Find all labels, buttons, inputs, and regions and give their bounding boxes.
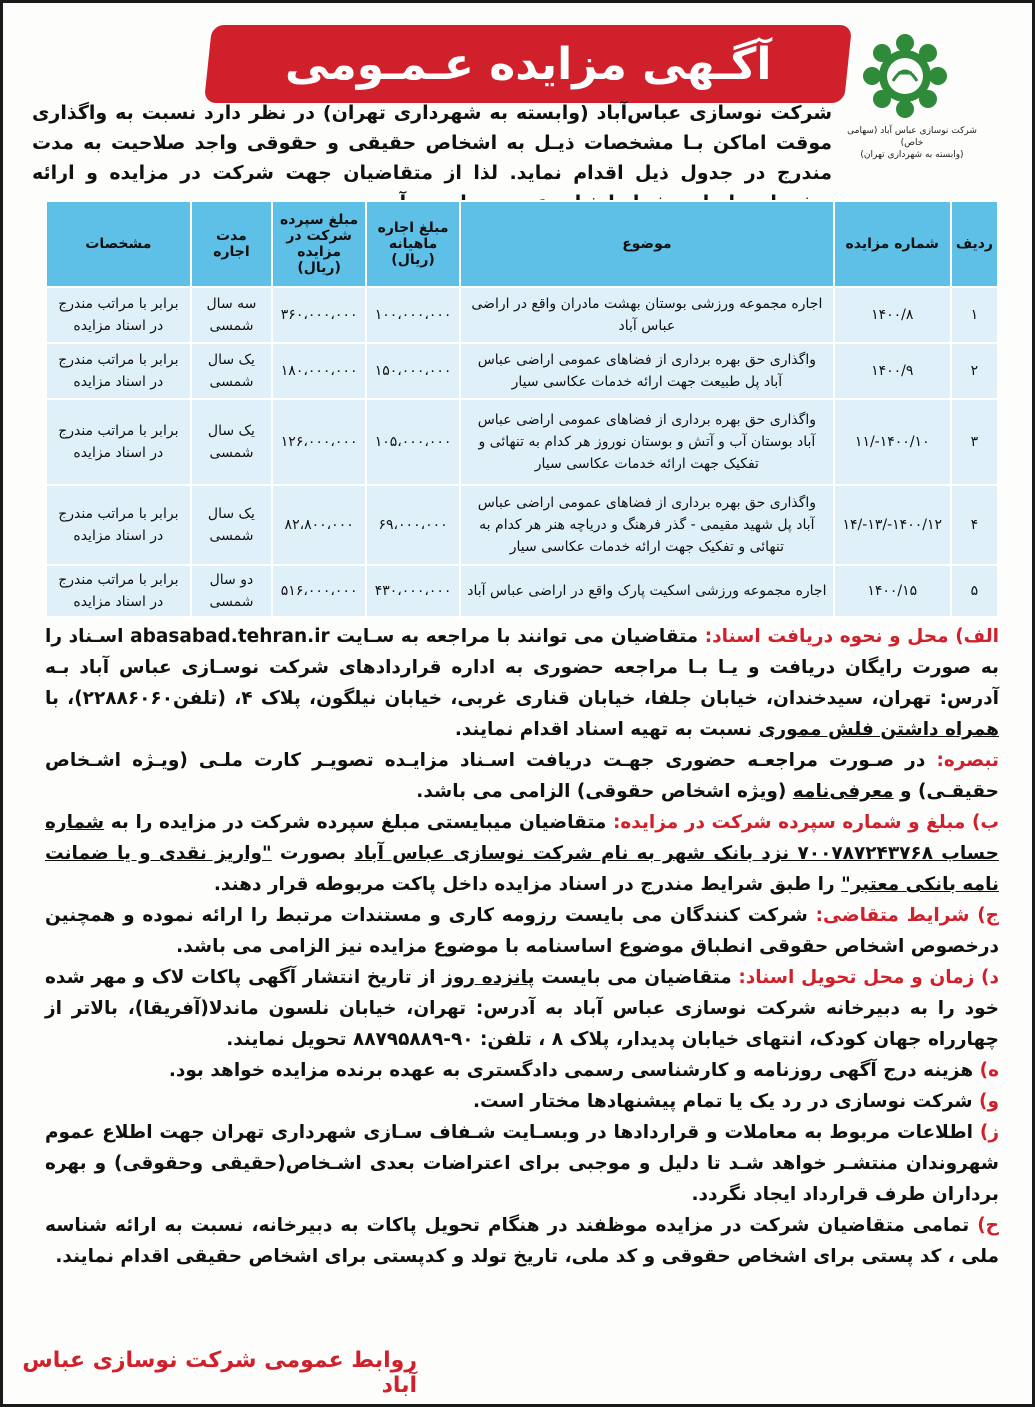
- cell-row-no: ۳: [951, 399, 998, 485]
- page-title: آگـهی مزایده عـمـومی: [284, 38, 772, 90]
- section-h-label: ح): [977, 1215, 999, 1236]
- cell-monthly-rent: ۴۳۰،۰۰۰،۰۰۰: [366, 565, 460, 617]
- header-row-no: ردیف: [951, 201, 998, 287]
- cell-auction-no: ۱۴۰۰/۱۲-/۱۳-/۱۴: [834, 485, 951, 565]
- header-auction-no: شماره مزایده: [834, 201, 951, 287]
- section-g-label: ز): [979, 1122, 999, 1143]
- logo-caption-line-2: (وابسته به شهرداری تهران): [860, 150, 964, 160]
- section-b: [45, 807, 999, 900]
- company-name: شرکت نوسازی عباس‌آباد (وابسته به شهرداری تهران): [322, 102, 833, 124]
- section-e-label: ه): [979, 1060, 999, 1081]
- cell-duration: یک سال شمسی: [191, 485, 273, 565]
- section-e: [45, 1055, 999, 1086]
- header-specs: مشخصات: [46, 201, 191, 287]
- section-c-text: شرکت کنندگان می بایست رزومه کاری و مستندات مرتبط را ارائه نموده و همچنین درخصوص اشخاص حقوقی انطباق موضوع اساسنامه با موضوع مزایده نیز الزامی می باشد.: [45, 905, 999, 957]
- cell-subject: اجاره مجموعه ورزشی بوستان بهشت مادران واقع در اراضی عباس آباد: [460, 287, 834, 343]
- logo-caption: [842, 125, 982, 161]
- cell-monthly-rent: ۶۹،۰۰۰،۰۰۰: [366, 485, 460, 565]
- header-monthly-rent: مبلغ اجاره ماهیانه (ریال): [366, 201, 460, 287]
- section-b-text-3: را طبق شرایط مندرج در اسناد مزایده داخل پاکت مربوطه قرار دهند.: [213, 874, 842, 895]
- section-d-text-2: از تاریخ انتشار آگهی پاکات لاک و مهر شده خود را به دبیرخانه شرکت نوسازی عباس آباد به آدرس: تهران، خیابان نلسون ماندلا(آفریقا)، بالاتر از چهارراه جهان کودک، انتهای خیابان پدیدار، پلاک ۸ ، تلفن: ۹۰-۸۸۷۹۵۸۸۹ تحویل نمایند.: [45, 967, 999, 1050]
- section-b-text-1: متقاضیان میبایستی مبلغ سپرده شرکت در مزایده را به: [104, 812, 613, 833]
- cell-deposit: ۱۸۰،۰۰۰،۰۰۰: [272, 343, 366, 399]
- cell-deposit: ۱۲۶،۰۰۰،۰۰۰: [272, 399, 366, 485]
- cell-monthly-rent: ۱۰۰،۰۰۰،۰۰۰: [366, 287, 460, 343]
- note-text-2: (ویژه اشخاص حقوقی) الزامی می باشد.: [416, 781, 793, 802]
- note-label: تبصره:: [936, 750, 999, 771]
- section-c: [45, 900, 999, 962]
- cell-auction-no: ۱۴۰۰/۹: [834, 343, 951, 399]
- cell-specs: برابر با مراتب مندرج در اسناد مزایده: [46, 485, 191, 565]
- section-f: [45, 1086, 999, 1117]
- section-b-label: ب) مبلغ و شماره سپرده شرکت در مزایده:: [612, 812, 999, 833]
- footer-signature: روابط عمومی شرکت نوسازی عباس آباد: [22, 1348, 417, 1398]
- cell-subject: واگذاری حق بهره برداری از فضاهای عمومی اراضی عباس آباد بوستان آب و آتش و بوستان نوروز هر کدام به تنهائی و تفکیک جهت ارائه خدمات عکاسی سیار: [460, 399, 834, 485]
- logo-caption-line-1: شرکت نوسازی عباس آباد (سهامی خاص): [847, 126, 977, 148]
- section-g-text: اطلاعات مربوط به معاملات و قراردادها در وبسـایت شـفاف سـازی شهرداری تهران جهت اطلاع عموم شهروندان منتشـر خواهد شـد تا دلیل و موجبی برای اعتراضات بعدی اشـخاص(حقیقی وحقوقی) و بهره برداران طرف قرارداد ایجاد نگردد.: [45, 1122, 999, 1205]
- table-row: [46, 399, 998, 485]
- cell-row-no: ۲: [951, 343, 998, 399]
- title-banner: [204, 25, 852, 103]
- section-c-label: ج) شرایط متقاضی:: [815, 905, 999, 926]
- section-d-text-1: متقاضیان می بایست: [534, 967, 739, 988]
- section-a-text-1: متقاضیان می توانند با مراجعه به سـایت: [329, 626, 705, 647]
- cell-subject: اجاره مجموعه ورزشی اسکیت پارک واقع در اراضی عباس آباد: [460, 565, 834, 617]
- cell-duration: سه سال شمسی: [191, 287, 273, 343]
- header-duration: مدت اجاره: [191, 201, 273, 287]
- section-f-text: شرکت نوسازی در رد یک یا تمام پیشنهادها مختار است.: [472, 1091, 980, 1112]
- cell-specs: برابر با مراتب مندرج در اسناد مزایده: [46, 565, 191, 617]
- table-row: [46, 485, 998, 565]
- cell-duration: یک سال شمسی: [191, 343, 273, 399]
- table-row: [46, 565, 998, 617]
- section-a-emphasis: همراه داشتن فلش مموری: [758, 719, 999, 740]
- website-link[interactable]: abasabad.tehran.ir: [130, 626, 330, 647]
- cell-row-no: ۴: [951, 485, 998, 565]
- conditions-body: [45, 621, 999, 1272]
- cell-auction-no: ۱۴۰۰/۸: [834, 287, 951, 343]
- section-h-text: تمامی متقاضیان شرکت در مزایده موظفند در هنگام تحویل پاکات به دبیرخانه، نسبت به ارائه شناسه ملی ، کد پستی برای اشخاص حقوقی و کد ملی، تاریخ تولد و کدپستی برای اشخاص حقیقی اقدام نمایند.: [45, 1215, 999, 1267]
- section-a-text-3: نسبت به تهیه اسناد اقدام نمایند.: [454, 719, 759, 740]
- cell-specs: برابر با مراتب مندرج در اسناد مزایده: [46, 343, 191, 399]
- section-d-label: د) زمان و محل تحویل اسناد:: [738, 967, 999, 988]
- section-a-label: الف) محل و نحوه دریافت اسناد:: [704, 626, 999, 647]
- table-row: [46, 343, 998, 399]
- section-a-text-2: اسـناد را به صورت رایگان دریافت و یـا بـا مراجعه حضوری به اداره قراردادهای شرکت نوسـازی عباس آباد بـه آدرس: تهران، سیدخندان، خیابان جلفا، خیابان قناری غربی، خیابان نیلگون، پلاک ۴، (تلفن۲۲۸۸۶۰۶۰)، با: [45, 626, 999, 709]
- auction-table: [45, 200, 999, 618]
- cell-duration: یک سال شمسی: [191, 399, 273, 485]
- section-note: [45, 745, 999, 807]
- section-g: [45, 1117, 999, 1210]
- cell-auction-no: ۱۴۰۰/۱۰-/۱۱: [834, 399, 951, 485]
- cell-row-no: ۱: [951, 287, 998, 343]
- header-subject: موضوع: [460, 201, 834, 287]
- cell-row-no: ۵: [951, 565, 998, 617]
- cell-monthly-rent: ۱۰۵،۰۰۰،۰۰۰: [366, 399, 460, 485]
- cell-auction-no: ۱۴۰۰/۱۵: [834, 565, 951, 617]
- cell-subject: واگذاری حق بهره برداری از فضاهای عمومی اراضی عباس آباد پل طبیعت جهت ارائه خدمات عکاسی سیار: [460, 343, 834, 399]
- cell-specs: برابر با مراتب مندرج در اسناد مزایده: [46, 287, 191, 343]
- section-e-text: هزینه درج آگهی روزنامه و کارشناسی رسمی دادگستری به عهده برنده مزایده خواهد بود.: [168, 1060, 980, 1081]
- section-d: [45, 962, 999, 1055]
- section-h: [45, 1210, 999, 1272]
- cell-monthly-rent: ۱۵۰،۰۰۰،۰۰۰: [366, 343, 460, 399]
- intro-text: در نظر دارد نسبت به واگذاری موقت اماکن بـا مشخصات ذیـل به اشخاص حقیقی و حقوقی واجد صلاحیت به مدت مندرج در جدول ذیل اقدام نماید. لذا از متقاضیان جهت شرکت در مزایده و ارائه: [32, 102, 832, 184]
- cell-duration: دو سال شمسی: [191, 565, 273, 617]
- section-a: [45, 621, 999, 745]
- cell-deposit: ۳۶۰،۰۰۰،۰۰۰: [272, 287, 366, 343]
- cell-subject: واگذاری حق بهره برداری از فضاهای عمومی اراضی عباس آباد پل شهید مقیمی - گذر فرهنگ و دریاچه هنر هر کدام به تنهائی و تفکیک جهت ارائه خدمات عکاسی سیار: [460, 485, 834, 565]
- deadline: پانزده روز: [442, 967, 535, 988]
- note-text-1: در صـورت مراجعـه حضوری جهـت دریافت اسـناد مزایـده تصویـر کارت ملـی (ویـژه اشـخاص حقیقـی) و: [45, 750, 999, 802]
- note-emphasis: معرفی‌نامه: [792, 781, 894, 802]
- cell-deposit: ۵۱۶،۰۰۰،۰۰۰: [272, 565, 366, 617]
- municipality-logo-icon: [860, 31, 950, 121]
- cell-deposit: ۸۲،۸۰۰،۰۰۰: [272, 485, 366, 565]
- cell-specs: برابر با مراتب مندرج در اسناد مزایده: [46, 399, 191, 485]
- account-number: شماره حساب ۷۰۰۷۸۷۲۴۳۷۶۸ نزد بانک شهر به نام شرکت نوسازی عباس آباد: [45, 812, 999, 864]
- payment-method: "واریز نقدی و یا ضمانت نامه بانکی معتبر": [45, 843, 999, 895]
- section-b-text-2: بصورت: [271, 843, 355, 864]
- header-deposit: مبلغ سپرده شرکت در مزایده (ریال): [272, 201, 366, 287]
- table-row: [46, 287, 998, 343]
- table-header-row: [46, 201, 998, 287]
- section-f-label: و): [979, 1091, 999, 1112]
